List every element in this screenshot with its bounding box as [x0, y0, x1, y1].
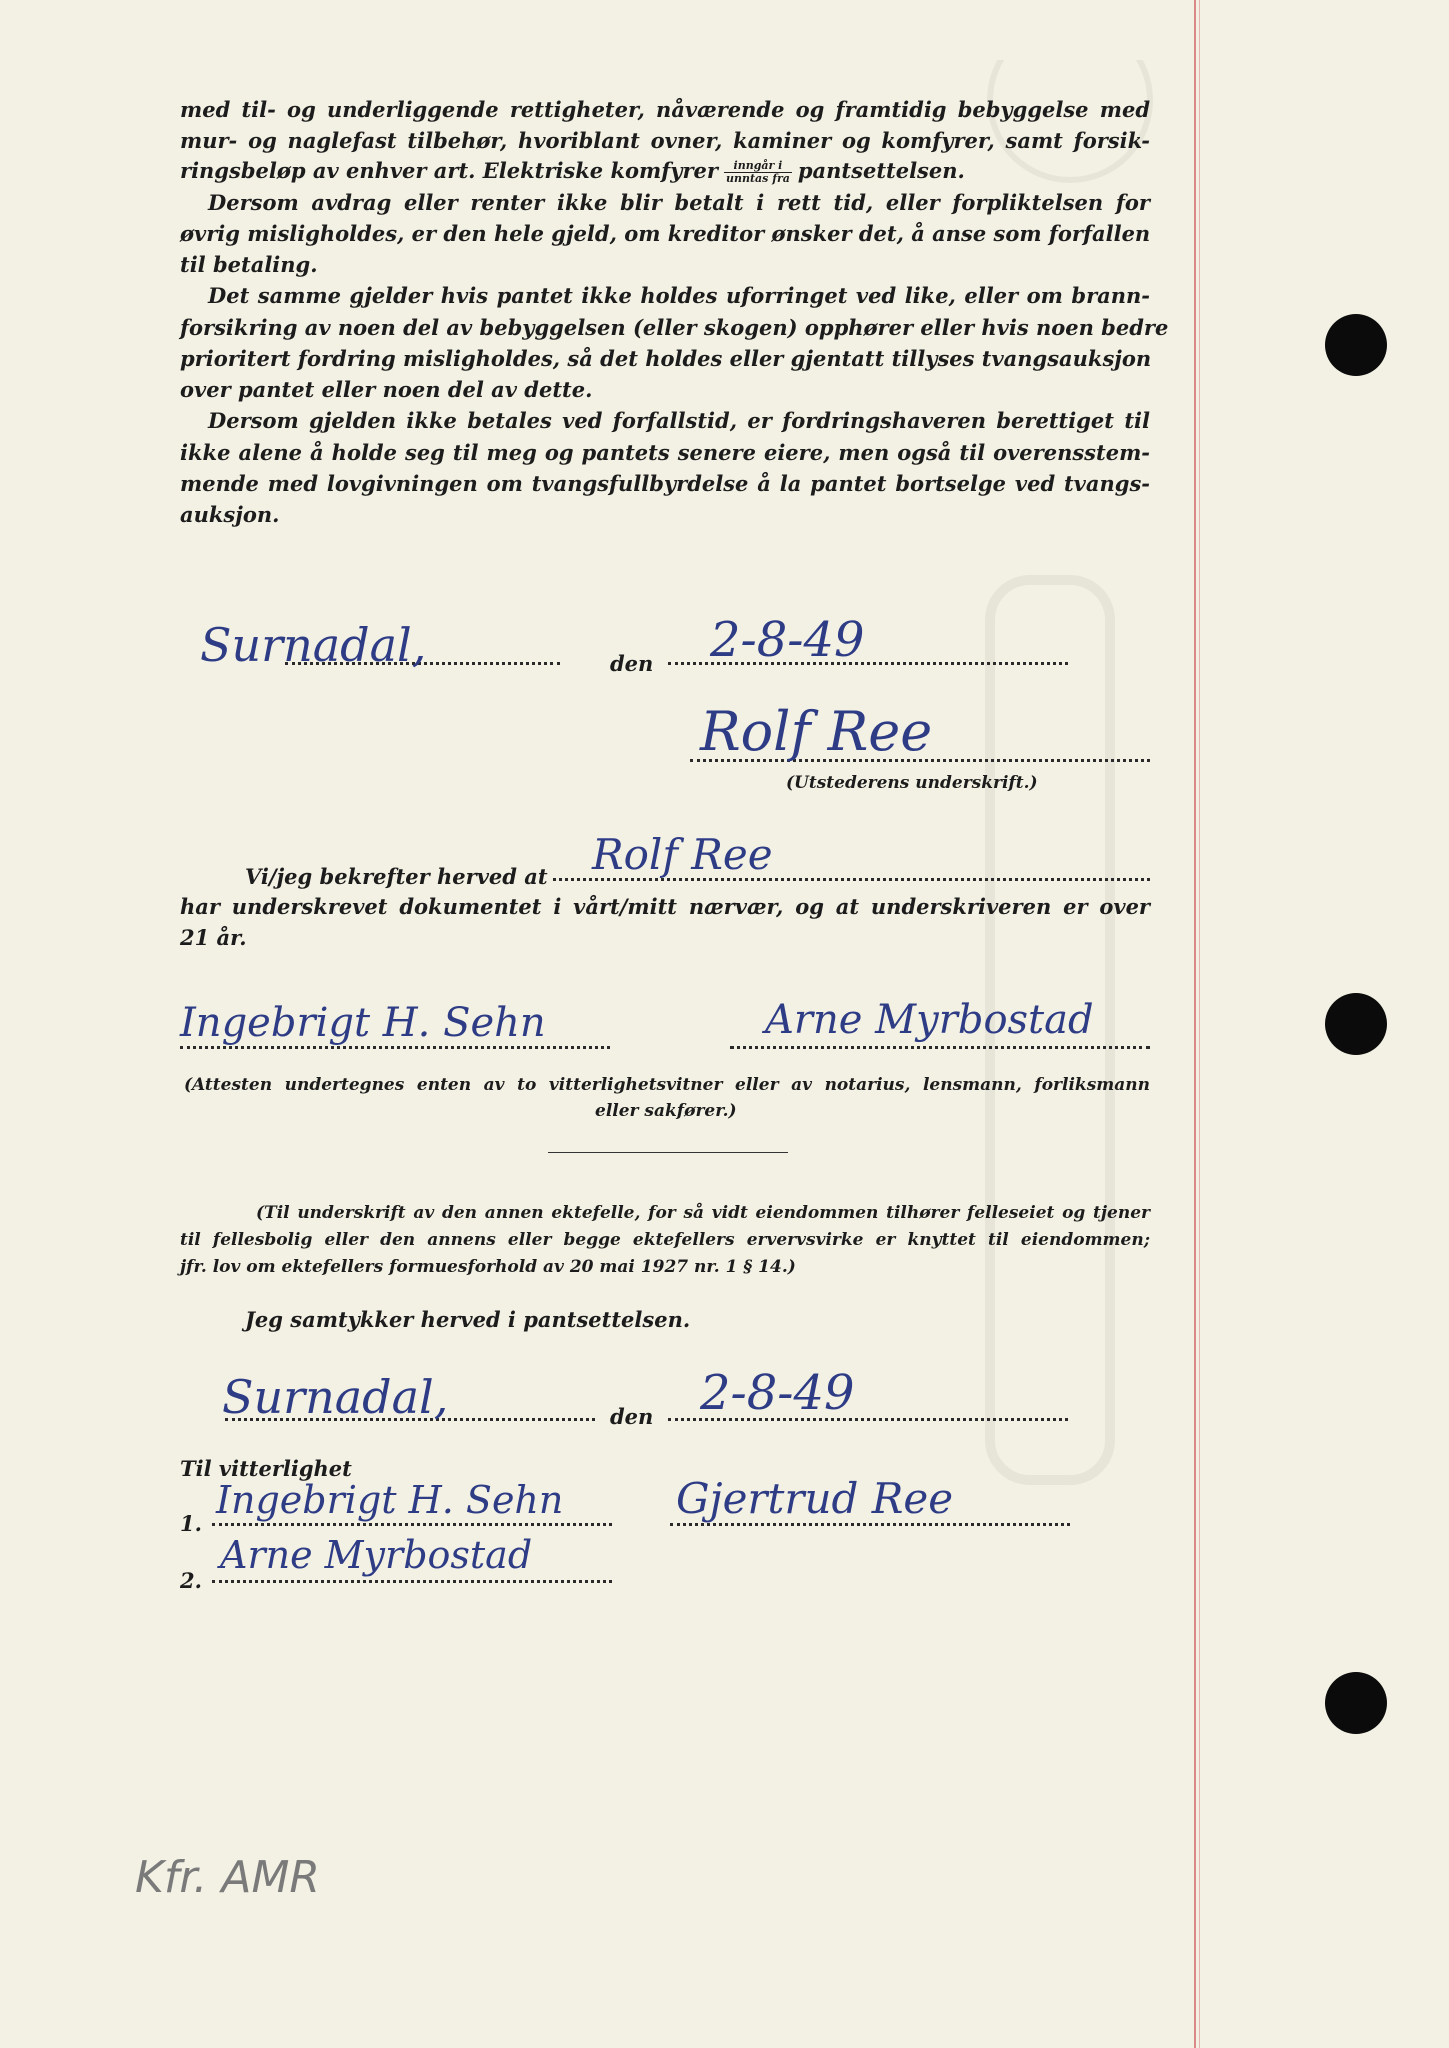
- spouse-witness2-signature: Arne Myrbostad: [220, 1533, 533, 1577]
- den-label: den: [610, 651, 654, 676]
- body-line: Dersom gjelden ikke betales ved forfallstid, er fordringshaveren berettiget til: [208, 408, 1150, 433]
- body-line: mende med lovgivningen om tvangsfullbyrdelse å la pantet bortselge ved tvangs-: [180, 471, 1150, 496]
- spouse-signature: Gjertrud Ree: [676, 1474, 954, 1523]
- attestation-line: 21 år.: [180, 925, 247, 950]
- spouse-place-handwritten: Surnadal,: [222, 1370, 449, 1424]
- attestation-note: (Attesten undertegnes enten av to vitterlighetsvitner eller av notarius, lensmann, forliksmann: [184, 1075, 1150, 1095]
- fraction-top: inngår i: [724, 160, 792, 173]
- consent-statement: Jeg samtykker herved i pantsettelsen.: [245, 1307, 691, 1332]
- margin-rule-inner: [1199, 0, 1200, 2048]
- body-line: forsikring av noen del av bebyggelsen (eller skogen) opphører eller hvis noen bedre: [180, 315, 1169, 340]
- spouse-witness1-line: [212, 1523, 612, 1526]
- body-line: prioritert fordring misligholdes, så det holdes eller gjentatt tillyses tvangsauksjon: [180, 346, 1152, 371]
- body-line: med til- og underliggende rettigheter, nåværende og framtidig bebyggelse med: [180, 97, 1150, 122]
- body-line: auksjon.: [180, 502, 280, 527]
- attestation-name: Rolf Ree: [592, 830, 773, 879]
- inngar-unntas-fraction: [724, 160, 792, 185]
- pencil-annotation: Kfr. AMR: [135, 1852, 321, 1903]
- body-line-prefix: ringsbeløp av enhver art. Elektriske komfyrer: [180, 158, 718, 183]
- spouse-witness1-signature: Ingebrigt H. Sehn: [216, 1478, 564, 1522]
- margin-rule: [1194, 0, 1196, 2048]
- spouse-signer-line: [670, 1523, 1070, 1526]
- body-line: Det samme gjelder hvis pantet ikke holdes uforringet ved like, eller om brann-: [208, 283, 1150, 308]
- attestation-prefix: Vi/jeg bekrefter herved at: [245, 864, 548, 889]
- body-line: Dersom avdrag eller renter ikke blir betalt i rett tid, eller forpliktelsen for: [208, 190, 1150, 215]
- body-line: over pantet eller noen del av dette.: [180, 377, 593, 402]
- body-line: øvrig misligholdes, er den hele gjeld, om kreditor ønsker det, å anse som forfallen: [180, 221, 1151, 246]
- spouse-note: jfr. lov om ektefellers formuesforhold av 20 mai 1927 nr. 1 § 14.): [180, 1257, 796, 1277]
- signature-caption: (Utstederens underskrift.): [786, 773, 1038, 793]
- attestation-line: har underskrevet dokumentet i vårt/mitt nærvær, og at underskriveren er over: [180, 894, 1150, 919]
- issuer-signature: Rolf Ree: [700, 700, 933, 763]
- witness-heading: Til vitterlighet: [180, 1456, 352, 1481]
- spouse-date-handwritten: 2-8-49: [700, 1365, 855, 1421]
- witness2-signature: Arne Myrbostad: [765, 997, 1094, 1043]
- punch-hole-bottom: [1325, 1672, 1387, 1734]
- punch-hole-middle: [1325, 993, 1387, 1055]
- witness2-dotted-line: [730, 1046, 1150, 1049]
- body-line: mur- og naglefast tilbehør, hvoriblant ovner, kaminer og komfyrer, samt forsik-: [180, 128, 1150, 153]
- spouse-den-label: den: [610, 1404, 654, 1429]
- place-handwritten: Surnadal,: [200, 618, 427, 672]
- punch-hole-top: [1325, 314, 1387, 376]
- fraction-bottom: unntas fra: [725, 172, 790, 185]
- body-line-suffix: pantsettelsen.: [797, 158, 965, 183]
- body-line-komfyrer: [180, 158, 965, 185]
- body-line: til betaling.: [180, 252, 318, 277]
- witness1-dotted-line: [180, 1046, 610, 1049]
- attestation-note: eller sakfører.): [595, 1101, 737, 1121]
- spouse-note: (Til underskrift av den annen ektefelle, for så vidt eiendommen tilhører felleseiet og tjener: [256, 1203, 1150, 1223]
- witness-number-2: 2.: [180, 1568, 202, 1593]
- section-divider: [548, 1152, 788, 1153]
- witness-number-1: 1.: [180, 1511, 202, 1536]
- date-handwritten: 2-8-49: [710, 612, 865, 668]
- witness1-signature: Ingebrigt H. Sehn: [180, 1000, 546, 1046]
- body-line: ikke alene å holde seg til meg og pantets senere eiere, men også til overensstem-: [180, 440, 1150, 465]
- spouse-witness2-line: [212, 1580, 612, 1583]
- spouse-note: til fellesbolig eller den annens eller begge ektefellers ervervsvirke er knyttet til eiendommen;: [180, 1230, 1150, 1250]
